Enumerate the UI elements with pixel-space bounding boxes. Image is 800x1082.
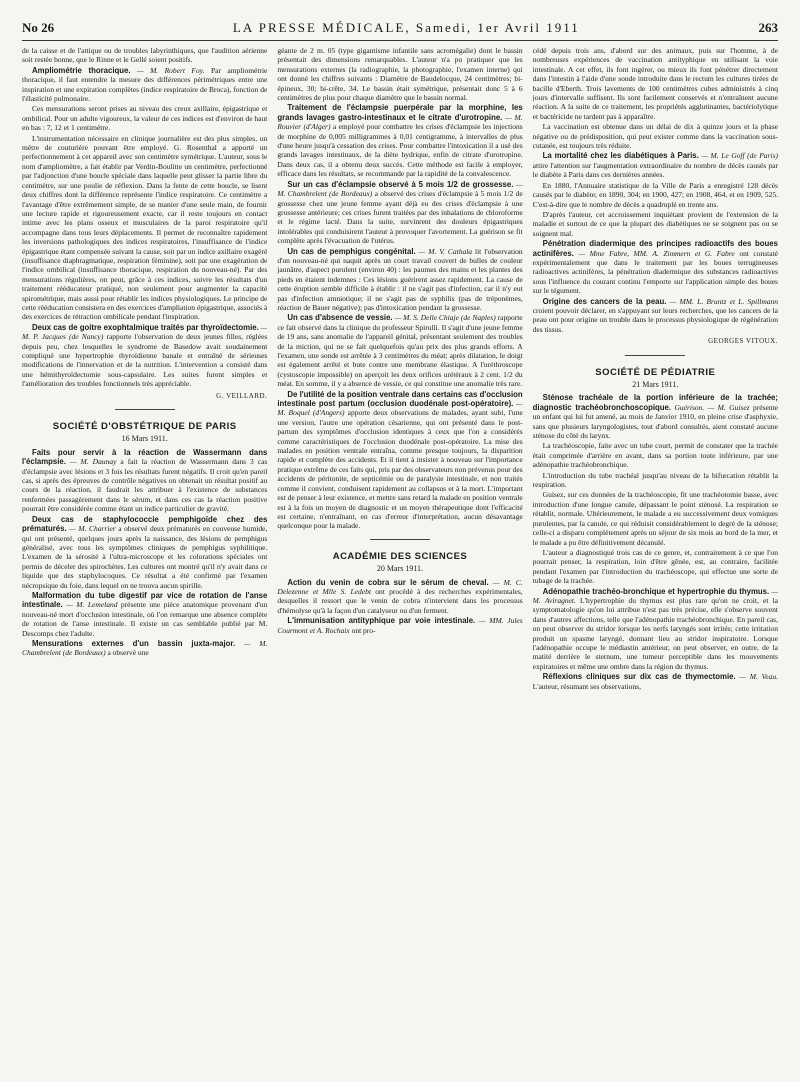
article-entry: [277, 180, 522, 246]
paragraph: a fait la réaction de Wassermann dans 3 cas d'éclampsie avec lésions et 3 fois les résultats furent négatifs. Il croit qu'en pareil cas, si après des épreuves de contrôle négatives on obtenait un résultat positif au cours de la réaction, il faudrait les attribuer à l'existence de substances renfermées passagèrement dans le sérum, et dans ces cas la réaction positive pourrait être considérée comme étant un indice particulier de gravité.: [22, 457, 268, 514]
section-header: [533, 368, 778, 390]
article-heading: L'immunisation antityphique par voie intestinale.: [287, 616, 476, 626]
article-entry: [277, 578, 522, 616]
article-heading: Réflexions cliniques sur dix cas de thymectomie.: [542, 672, 736, 682]
paragraph: croient pouvoir déclarer, en s'appuyant sur leurs recherches, que les cancers de la peau ont pour origine un trouble dans le processus physiologique de régénération des tissus.: [532, 305, 778, 334]
article-author: — M. C. Delezenne et Mlle S. Ledebt: [277, 577, 523, 596]
article-heading: Traitement de l'éclampsie puerpérale par la morphine, les grands lavages gastro-intestinaux et le citrate d'urotropine.: [277, 103, 523, 122]
article-entry: [533, 297, 778, 335]
article-heading: Sur un cas d'éclampsie observé à 5 mois 1/2 de grossesse.: [287, 179, 514, 189]
article-author: — M. Charrier: [69, 524, 116, 534]
article-heading: Malformation du tube digestif par vice de rotation de l'anse intestinale.: [22, 590, 268, 610]
issue-number: No 26: [22, 20, 55, 35]
article-author: — M. V. Cathala: [418, 246, 473, 256]
article-heading: Mensurations externes d'un bassin juxta-major.: [32, 638, 236, 648]
paragraph: L'auteur, résumant ses observations,: [532, 681, 641, 691]
paragraph: L'instrumentation nécessaire en clinique journalière est des plus simples, un mètre de couturière pouvant être employé. G. Rosenthal a apporté un perfectionnement à cet appareil avec son centimètre symétrique. L'auteur, sous le nom d'ampliomètre, a fait établir par Verdin-Boulitte un centimètre, perfectionné par l'adjonction d'une boucle spéciale dans laquelle peut glisser la partie libre du centimètre, sur une poulie de réflexion. Dans la fente de cette boucle, se lisent deux chiffres dont la différence représente l'indice respiratoire. Ce centimètre a l'avantage d'être extrêmement simple, de se manier d'une seule main, de fournir une lecture rapide et rigoureusement exacte, car il reste toujours en contact intime avec les plans osseux et musculaires de la paroi respiratoire qu'il accompagne dans tous leurs déplacements. Il permet de reconnaître rapidement les inversions pathologiques des indices respiratoires, l'insuffisance de l'indice épigastrique étant compensée suivant la cause, soit par un indice axillaire exagéré (insuffisance diaphragmatique, respiration féminine), soit par une exagération de l'indice ombilical (insuffisance thoracique, respiration du nouveau-né). Par des mensurations régulières, on peut, grâce à ces indices, suivre les résultats d'un traitement rééducateur pratiqué, non seulement pour augmenter la capacité spirométrique, mais aussi pour rétablir les indices physiologiques. Le principe de cette rééducation consistera en des exercices d'ampliation épigastrique, associés à des exercices de rétraction ombilicale pendant l'inspiration.: [22, 133, 268, 322]
article-entry: [533, 239, 778, 295]
article-heading: Origine des cancers de la peau.: [542, 296, 667, 306]
paragraph: D'après l'auteur, cet accroissement inquiétant provient de l'extension de la maladie et surtout de ce que la plupart des diabétiques ne se soignent pas ou se soignent mal.: [532, 209, 778, 238]
column-1: [22, 46, 267, 1076]
article-heading: Adénopathie trachéo-bronchique et hypertrophie du thymus.: [542, 586, 770, 596]
article-author: — M. P. Jacques (de Nancy): [22, 322, 268, 342]
article-entry: [277, 247, 522, 313]
paragraph: a employé pour combattre les crises d'éclampsie les injections de morphine de 0,005 milligrammes à 0,01 centigramme, à intervalles de plus d'une heure jusqu'à cessation des crises. Pour combattre l'intoxication il a usé des grands lavages intestinaux, de la diète hydrique, enfin de citrate d'urotropine. Dans deux cas, il a obtenu deux succès. Cette méthode est facile à employer, efficace dans les résultats, se recommande par la rapidité de la convalescence.: [277, 122, 523, 179]
signature: GEORGES VITOUX.: [708, 337, 778, 346]
section-date: 16 Mars 1911.: [121, 434, 168, 444]
article-author: Guérison. — M. Guisez: [674, 402, 750, 412]
article-heading: Faits pour servir à la réaction de Wassermann dans l'éclampsie.: [22, 447, 268, 467]
article-heading: Deux cas de goitre exophtalmique traités par thyroïdectomie.: [32, 322, 259, 332]
paragraph: cédé depuis trois ans, d'abord sur des animaux, puis sur l'homme, à de nombreuses expériences de vaccination antityphique en utilisant la voie intestinale. A cet effet, ils font ingérer, ou mieux ils font pénétrer directement dans l'intestin à l'aide d'une sonde introduite dans le rectum les cultures tirées de bacille d'Eberth. Trois lavements de 100 centimètres cubes administrés à cinq jours d'intervalle suffisent. Ils sont facilement conservés et n'entraînent aucune réaction. A la suite de ce traitement, les propriétés agglutinantes, bactériolytique et bactéricide ne tardent pas à apparaître.: [532, 46, 778, 121]
section-title: ACADÉMIE DES SCIENCES: [332, 550, 468, 562]
article-entry: [533, 587, 778, 672]
article-author: — M. Boquel (d'Angers): [277, 399, 523, 418]
section-title: SOCIÉTÉ D'OBSTÉTRIQUE DE PARIS: [52, 421, 237, 433]
paragraph: La trachéoscopie, faite avec un tube court, permit de constater que la trachée était comprimée d'arrière en avant, dans sa portion toute inférieure, par une adénopathie trachéobronchique.: [532, 441, 778, 470]
paragraph: rapporte l'observation de deux jeunes filles, réglées depuis peu, chez lesquelles le syndrome de Basedow avait soudainement compliqué une hypertrophie thyroïdienne banale et entraîné de sérieuses modifications de l'innervation et de la nutrition. L'intervention a consisté dans une hémithyroïdectomie sous-capsulaire. Les suites furent simples et l'amélioration des troubles fonctionnels très appréciable.: [22, 332, 268, 389]
divider: [370, 539, 430, 540]
paragraph: présente un enfant qui lui fut amené, au mois de Janvier 1910, en pleine crise d'asphyxie, sans que plusieurs laryngologistes, tout d'abord consultés, aient constaté aucune sténose du côté du larynx.: [532, 402, 778, 441]
article-author: — M. Aviragnet.: [532, 586, 778, 605]
paragraph: attire l'attention sur l'augmentation extraordinaire du nombre de décès causés par le diabète à Paris dans ces dernières années.: [532, 160, 778, 180]
column-3: [533, 46, 778, 1076]
paragraph: L'introduction du tube trachéal jusqu'au niveau de la bifurcation rétablit la respiration.: [532, 470, 778, 490]
article-heading: Action du venin de cobra sur le sérum de cheval.: [287, 577, 489, 587]
paragraph: L'hypertrophie du thymus est plus rare qu'on ne croit, et la symptomatologie qu'on lui attribue n'est pas très précise, elle s'observe souvent dans d'autres affections, telle que l'adénopathie trachéobronchique. En pareil cas, on peut observer du stridor lorsque les nerfs laryngés sont irrités; cette irritation produit un spasme laryngé, donnant lieu au stridor inspiratoire. Lorsque l'adénopathie occupe le médiastin antérieur, on peut observer, en outre, de la matité derrière le sternum, une tumeur perceptible dans les mouvements expiratoires et même une ombre dans la région du thymus.: [532, 595, 778, 671]
article-heading: La mortalité chez les diabétiques à Paris.: [542, 151, 699, 161]
article-entry: [22, 515, 267, 590]
paragraph: ont pro-: [351, 625, 376, 635]
article-author: — M. Daunay: [69, 457, 117, 467]
column-2: [277, 46, 522, 1076]
masthead: [22, 16, 778, 41]
paragraph: En 1880, l'Annuaire statistique de la Ville de Paris a enregistré 128 décès causés par le diabète; en 1890, 304; en 1900, 427; en 1908, 464, et en 1909, 525. C'est-à-dire que le nombre de décès a quadruplé en trente ans.: [532, 180, 778, 209]
section-date: 21 Mars 1911.: [632, 380, 679, 389]
paragraph: présente une pièce anatomique provenant d'un nouveau-né mort d'occlusion intestinale, où l'on remarque une absence complète de rotation de l'anse intestinale. Il existe un cas semblable publié par M. Descomps chez l'adulte.: [22, 600, 268, 638]
article-entry: [277, 616, 522, 635]
article-columns: [22, 46, 778, 1076]
article-author: — Mme Fabre, MM. A. Zimmern et G. Fabre: [578, 248, 735, 258]
issue-date: Samedi, 1er Avril 1911: [415, 20, 580, 35]
article-author: — MM. L. Bruntz et L. Spillmann: [669, 296, 778, 306]
paragraph: ont procédé à des recherches expérimentales, desquelles il ressort que le venin de cobra n'intervient dans les processus d'hémolyse qu'à la façon d'un catalyseur ou d'un ferment.: [277, 586, 523, 615]
paragraph: L'auteur a diagnostiqué trois cas de ce genre, et, contrairement à ce que l'on pourrait penser, la respiration, loin d'être gênée, est, au contraire, facilitée pendant l'examen par l'introduction du trachéoscope, qui effectue une sorte de tubage de la trachée.: [532, 547, 778, 586]
section-date: 20 Mars 1911.: [376, 564, 424, 574]
paragraph: a observé une: [107, 648, 149, 658]
journal-name: LA PRESSE MÉDICALE,: [232, 20, 411, 35]
article-author: — M. S. Delle Chiaje (de Naples): [394, 313, 496, 323]
paragraph: La vaccination est obtenue dans un délai de dix à quinze jours et la phase négative ou de prédisposition, qui peut exister comme dans la vaccination sous-cutanée, est toujours très réduite.: [532, 122, 778, 151]
page-number: 263: [758, 20, 778, 35]
paragraph: apporte deux observations de malades, ayant subi, l'une une version, l'autre une opération césarienne, qui ont présenté dans le post-partum des symptômes d'occlusion identiques à ceux que l'on a considérés comme caractéristiques de l'occlusion duodénale post-opératoire. La mise des malades en position ventrale entraîna, comme presque toujours, la disparition rapide et complète des accidents. Et il tient à insister à nouveau sur l'importance pratique extrême de ces faits qui, pris par des observateurs non prévenus pour des accidents de péritonite, de septicémie ou de paralysie intestinale, et non traités comme il convient, conduisent rapidement au collapsus et à la mort. L'important est de penser à leur existence, et mettre sans retard la malade en position ventrale est à la fois un moyen de diagnostic et un moyen thérapeutique dont l'efficacité est certaine, n'entraînant, en cas d'erreur d'interprétation, aucun désavantage quelconque pour la malade.: [277, 408, 523, 531]
paragraph: ont constaté expérimentalement que dans le traitement par les boues terrugineuses radioactives actinifères, la pénétration diadermique des substances radioactives sous l'influence du courant continu l'emporte sur l'application simple des boues sur le tégument.: [532, 248, 778, 296]
paragraph: Par ampliométrie thoracique, il faut entendre la mesure des différences périmétriques entre une inspiration et une expiration complètes (indice respiratoire de Broca), fonction de l'élasticité pulmonaire.: [22, 65, 268, 104]
article-heading: Ampliométrie thoracique.: [32, 65, 131, 75]
paragraph: rapporte ce fait observé dans la clinique du professeur Spirulli. Il s'agit d'une jeune femme de 19 ans, sans anomalie de l'appareil génital, présentant seulement des troubles de la miction, qui ne se fait quelquefois qu'au prix des plus grands efforts. A l'examen, une sonde est arrêtée à 3 centimètres du méat; après dilatation, le doigt est également arrêté et bute contre une membrane élastique. A l'uréthroscope (cystoscopie impossible) on aperçoit les deux orifices urétéraux à 2 cent. 1/2 du méat. En somme, il y a absence de vessie, ce qui constitue une anomalie très rare.: [277, 313, 523, 389]
article-heading: Un cas de pemphigus congénital.: [287, 246, 416, 256]
signature: G. VEILLARD.: [216, 391, 268, 400]
article-entry: [22, 591, 267, 638]
section-header: [277, 552, 522, 574]
paragraph: géante de 2 m. 05 (type gigantisme infantile sans acromégalie) dont le bassin présentait des dimensions remarquables. L'auteur n'a pu pratiquer que les mensurations externes (la radiographie, la photographie, l'examen interne) qui ont donné les chiffres suivants : Diamètre de Baudelocque, 24 centimètres; bi-épineux, 30; bi-crête, 34. Le bassin était symétrique, présentait donc 5 à 6 centimètres de plus pour chaque diamètre que le bassin normal.: [277, 46, 523, 103]
divider: [625, 355, 685, 356]
article-author: — M. Chambrelent (de Bordeaux): [22, 638, 268, 658]
paragraph: a observé deux prématurés en couveuse humide, qui ont présenté, quelques jours après la naissance, des lésions de pemphigus généralisé, avec tous les symptômes cliniques de pemphigus syphilitique. L'examen de la sérosité à l'ultra-microscope et les colorations spéciales ont permis de déceler des spirochètes. Les cultures ont montré qu'il n'y avait dans ce liquide que des staphylocoques. Ce résultat a été confirmé par l'examen nécropsique du foie, dans lequel on ne trouva aucun spirille.: [22, 524, 268, 590]
paragraph: de la caisse et de l'attique ou de troubles labyrinthiques, que l'audition aérienne soit restée bonne, que le Rinne et le Gellé soient positifs.: [22, 46, 268, 65]
article-entry: [277, 390, 522, 531]
article-author: — MM. Jules Courmont et A. Rochaix: [277, 616, 523, 635]
article-heading: De l'utilité de la position ventrale dans certains cas d'occlusion intestinale post partum (occlusion duodénale post-opératoire).: [277, 389, 523, 409]
article-entry: [22, 639, 267, 658]
journal-title: [233, 20, 580, 36]
article-heading: Sténose trachéale de la portion inférieure de la trachée; diagnostic trachéobronchoscopique.: [532, 393, 778, 412]
article-heading: Pénétration diadermique des principes radioactifs des boues actinifères.: [532, 239, 778, 258]
article-author: — M. Le Goff (de Paris): [701, 151, 778, 161]
article-author: — M. Veau.: [739, 672, 778, 682]
article-entry: [22, 323, 267, 389]
article-entry: [277, 313, 522, 388]
article-author: — M. Robert Foy.: [136, 65, 205, 75]
article-author: — M. Lemeland: [66, 600, 118, 610]
article-entry: [533, 672, 778, 691]
paragraph: Guisez, sur ces données de la trachéoscopie, fit une trachéotomie basse, avec introduction d'une longue canule, dépassant le point sténosé. La respiration se rétablit, normale. Ultérieurement, le malade a eu successivement deux vomiques purulentes, par la canule, ce qui réduisit considérablement le degré de la sténose; celle-ci a disparu complètement après un séjour de six mois au bord de la mer, et le malade a pu être définitivement décanulé.: [532, 490, 778, 547]
article-entry: [533, 151, 778, 179]
paragraph: a observé des crises d'éclampsie à 5 mois 1/2 de grossesse chez une jeune femme ayant déjà eu des crises d'éclampsie à une grossesse antérieure; ces crises furent traitées par des inhalations de chloroforme et le régime lacté. Dans la suite, survinrent des douleurs épigastriques intolérables qui conduisirent l'auteur à provoquer l'avortement. La guérison se fit complète après l'évacuation de l'utérus.: [277, 189, 523, 246]
divider: [115, 409, 175, 410]
article-entry: [22, 66, 267, 104]
section-title: SOCIÉTÉ DE PÉDIATRIE: [595, 366, 716, 378]
article-entry: [22, 448, 267, 514]
paragraph: Ces mensurations seront prises au niveau des creux axillaire, épigastrique et ombilical. Pour un adulte vigoureux, la valeur de ces indices est d'environ de haut en bas : 7, 12 et 1 centimètre.: [22, 104, 268, 133]
article-author: — M. Rouvier (d'Alger): [277, 112, 523, 132]
article-heading: Un cas d'absence de vessie.: [287, 313, 393, 323]
article-entry: [277, 103, 522, 178]
article-author: — M. Chambrelent (de Bordeaux): [277, 179, 523, 199]
paragraph: lit l'observation d'un nouveau-né qui naquit après un court travail couvert de bulles de couleur jaunâtre, d'aspect purulent (environ 40) : les paumes des mains et les plantes des pieds en étaient indemnes : Ces lésions guérirent assez rapidement. La cause de cette éruption semble difficile à établir : il ne s'agit pas d'infection, car il n'y eut pas d'infection amniotique; il ne s'agit pas de syphilis (pas de tréponèmes, réaction de Bauer négative); pas d'intoxication pendant la grossesse.: [277, 246, 523, 312]
section-header: [22, 422, 267, 444]
article-entry: [533, 393, 778, 440]
article-heading: Deux cas de staphylococcie pemphigoïde chez des prématurés.: [22, 514, 268, 534]
